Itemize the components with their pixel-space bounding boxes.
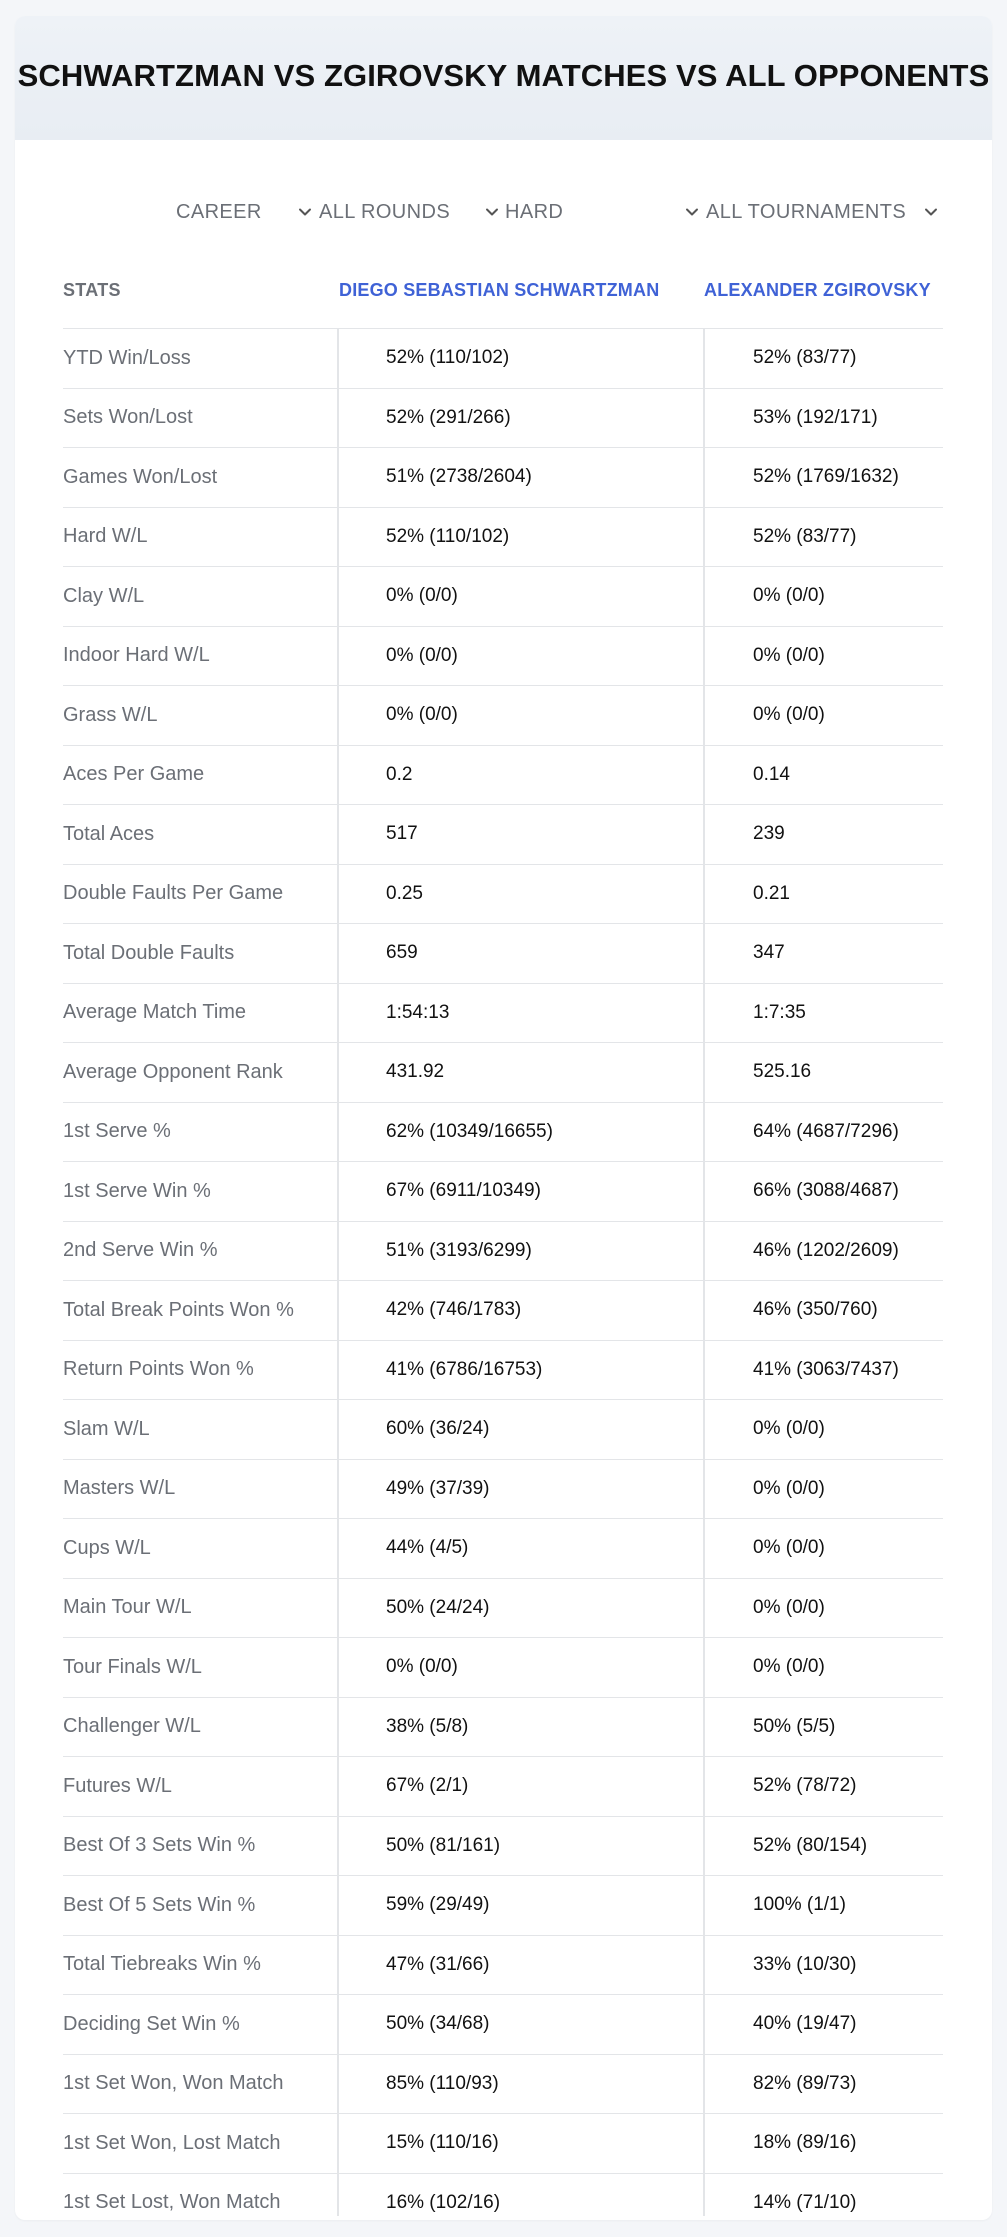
stat-label: Total Aces — [63, 822, 155, 845]
stat-label: Best Of 3 Sets Win % — [63, 1834, 256, 1857]
player1-value: 0% (0/0) — [386, 585, 458, 607]
table-row — [63, 2114, 943, 2174]
player2-value: 0% (0/0) — [753, 1537, 825, 1559]
player2-value: 239 — [753, 823, 785, 845]
stat-label: Grass W/L — [63, 703, 158, 726]
player1-value: 49% (37/39) — [386, 1477, 490, 1499]
player2-value: 40% (19/47) — [753, 2013, 857, 2035]
player1-value: 59% (29/49) — [386, 1894, 490, 1916]
player1-value: 42% (746/1783) — [386, 1299, 522, 1321]
period-select-value: CAREER — [176, 200, 262, 223]
player2-value: 52% (83/77) — [753, 525, 857, 547]
player1-value: 0.25 — [386, 882, 423, 904]
player2-value: 46% (1202/2609) — [753, 1239, 899, 1261]
stats-table — [63, 252, 943, 2220]
player1-value: 15% (110/16) — [386, 2132, 499, 2154]
player1-value: 517 — [386, 823, 418, 845]
round-select-value: ALL ROUNDS — [319, 200, 451, 223]
player1-value: 38% (5/8) — [386, 1715, 469, 1737]
stat-label: Masters W/L — [63, 1477, 176, 1500]
player2-value: 52% (1769/1632) — [753, 466, 899, 488]
stat-label: Total Break Points Won % — [63, 1298, 294, 1321]
table-header — [63, 252, 943, 329]
table-row — [63, 508, 943, 568]
tournament-select[interactable] — [706, 192, 940, 232]
stat-label: Aces Per Game — [63, 763, 205, 786]
table-row — [63, 1995, 943, 2055]
stat-label: Double Faults Per Game — [63, 882, 284, 905]
player2-value: 0% (0/0) — [753, 1418, 825, 1440]
player2-value: 33% (10/30) — [753, 1953, 857, 1975]
player1-value: 16% (102/16) — [386, 2191, 501, 2213]
player1-value: 41% (6786/16753) — [386, 1358, 543, 1380]
chevron-down-icon — [922, 203, 940, 221]
table-row — [63, 2055, 943, 2115]
table-row — [63, 924, 943, 984]
player1-value: 431.92 — [386, 1061, 445, 1083]
filter-bar — [15, 192, 992, 232]
table-row — [63, 1281, 943, 1341]
table-row — [63, 448, 943, 508]
table-row — [63, 1579, 943, 1639]
player2-value: 50% (5/5) — [753, 1715, 836, 1737]
stat-label: Deciding Set Win % — [63, 2012, 240, 2035]
chevron-down-icon — [296, 203, 314, 221]
player2-value: 66% (3088/4687) — [753, 1180, 899, 1202]
table-row — [63, 1757, 943, 1817]
table-row — [63, 686, 943, 746]
player1-value: 44% (4/5) — [386, 1537, 469, 1559]
table-row — [63, 746, 943, 806]
table-row — [63, 1936, 943, 1996]
table-row — [63, 567, 943, 627]
player1-value: 51% (3193/6299) — [386, 1239, 532, 1261]
stat-label: Return Points Won % — [63, 1358, 254, 1381]
player2-link[interactable]: ALEXANDER ZGIROVSKY — [704, 279, 931, 300]
player2-value: 1:7:35 — [753, 1001, 806, 1023]
player1-link[interactable]: DIEGO SEBASTIAN SCHWARTZMAN — [339, 279, 660, 300]
player1-value: 52% (110/102) — [386, 347, 510, 369]
stat-label: Games Won/Lost — [63, 465, 218, 488]
player2-value: 53% (192/171) — [753, 406, 878, 428]
tournament-select-value: ALL TOURNAMENTS — [706, 200, 907, 223]
stat-label: Clay W/L — [63, 584, 145, 607]
table-row — [63, 1638, 943, 1698]
table-row — [63, 1876, 943, 1936]
table-row — [63, 865, 943, 925]
surface-select[interactable] — [505, 192, 701, 232]
chevron-down-icon — [483, 203, 501, 221]
player2-value: 64% (4687/7296) — [753, 1120, 899, 1142]
chevron-down-icon — [683, 203, 701, 221]
page-title: SCHWARTZMAN VS ZGIROVSKY MATCHES VS ALL OPPONENTS — [17, 58, 990, 93]
player2-value: 0% (0/0) — [753, 1656, 825, 1678]
player2-value: 0% (0/0) — [753, 644, 825, 666]
player2-value: 46% (350/760) — [753, 1299, 878, 1321]
table-row — [63, 627, 943, 687]
player1-value: 50% (81/161) — [386, 1834, 501, 1856]
player2-value: 52% (80/154) — [753, 1834, 868, 1856]
player1-value: 52% (110/102) — [386, 525, 510, 547]
stat-label: 1st Serve % — [63, 1120, 171, 1143]
player2-value: 0% (0/0) — [753, 704, 825, 726]
stat-label: 1st Set Won, Lost Match — [63, 2131, 281, 2154]
player1-value: 0% (0/0) — [386, 704, 458, 726]
player1-value: 51% (2738/2604) — [386, 466, 532, 488]
stat-label: Main Tour W/L — [63, 1596, 192, 1619]
table-row — [63, 389, 943, 449]
player1-value: 0% (0/0) — [386, 1656, 458, 1678]
table-row — [63, 1460, 943, 1520]
table-row — [63, 1103, 943, 1163]
player2-value: 0.14 — [753, 763, 790, 785]
player1-value: 67% (2/1) — [386, 1775, 469, 1797]
stat-label: YTD Win/Loss — [63, 346, 191, 369]
stat-label: Tour Finals W/L — [63, 1655, 202, 1678]
player2-value: 52% (78/72) — [753, 1775, 857, 1797]
player2-value: 0% (0/0) — [753, 1596, 825, 1618]
table-row — [63, 1817, 943, 1877]
table-row — [63, 1519, 943, 1579]
player2-value: 0% (0/0) — [753, 1477, 825, 1499]
table-row — [63, 329, 943, 389]
stat-label: Sets Won/Lost — [63, 406, 193, 429]
player2-value: 525.16 — [753, 1061, 812, 1083]
player2-value: 82% (89/73) — [753, 2072, 857, 2094]
player1-value: 67% (6911/10349) — [386, 1180, 541, 1202]
stat-label: Challenger W/L — [63, 1715, 201, 1738]
table-row — [63, 2174, 943, 2221]
page-header — [15, 16, 992, 140]
player1-value: 85% (110/93) — [386, 2072, 499, 2094]
stat-label: Cups W/L — [63, 1536, 151, 1559]
table-row — [63, 1341, 943, 1401]
player1-value: 60% (36/24) — [386, 1418, 490, 1440]
table-row — [63, 1698, 943, 1758]
stat-label: Futures W/L — [63, 1774, 172, 1797]
player2-value: 100% (1/1) — [753, 1894, 846, 1916]
player1-value: 52% (291/266) — [386, 406, 511, 428]
player2-value: 14% (71/10) — [753, 2191, 857, 2213]
stat-label: Average Match Time — [63, 1001, 247, 1024]
table-row — [63, 1400, 943, 1460]
player1-value: 0% (0/0) — [386, 644, 458, 666]
player2-value: 0% (0/0) — [753, 585, 825, 607]
stat-label: 1st Set Lost, Won Match — [63, 2191, 281, 2214]
stat-label: Average Opponent Rank — [63, 1060, 283, 1083]
stat-label: Indoor Hard W/L — [63, 644, 210, 667]
player2-value: 41% (3063/7437) — [753, 1358, 899, 1380]
player1-value: 0.2 — [386, 763, 413, 785]
stats-column-header: STATS — [63, 279, 121, 300]
player2-value: 0.21 — [753, 882, 790, 904]
stat-label: Total Tiebreaks Win % — [63, 1953, 261, 1976]
table-row — [63, 1222, 943, 1282]
player1-value: 47% (31/66) — [386, 1953, 490, 1975]
stat-label: 1st Set Won, Won Match — [63, 2072, 284, 2095]
stat-label: 1st Serve Win % — [63, 1179, 211, 1202]
table-row — [63, 1162, 943, 1222]
player2-value: 18% (89/16) — [753, 2132, 857, 2154]
table-body — [63, 329, 943, 2220]
stat-label: 2nd Serve Win % — [63, 1239, 218, 1262]
player1-value: 1:54:13 — [386, 1001, 450, 1023]
round-select[interactable] — [319, 192, 501, 232]
player1-value: 659 — [386, 942, 418, 964]
table-row — [63, 805, 943, 865]
player2-value: 347 — [753, 942, 785, 964]
period-select[interactable] — [176, 192, 314, 232]
table-row — [63, 1043, 943, 1103]
table-row — [63, 984, 943, 1044]
stat-label: Hard W/L — [63, 525, 148, 548]
stats-card — [15, 16, 992, 2220]
stat-label: Best Of 5 Sets Win % — [63, 1893, 256, 1916]
player1-value: 62% (10349/16655) — [386, 1120, 553, 1142]
surface-select-value: HARD — [505, 200, 564, 223]
player2-value: 52% (83/77) — [753, 347, 857, 369]
stat-label: Slam W/L — [63, 1417, 150, 1440]
stat-label: Total Double Faults — [63, 941, 235, 964]
player1-value: 50% (24/24) — [386, 1596, 490, 1618]
player1-value: 50% (34/68) — [386, 2013, 490, 2035]
